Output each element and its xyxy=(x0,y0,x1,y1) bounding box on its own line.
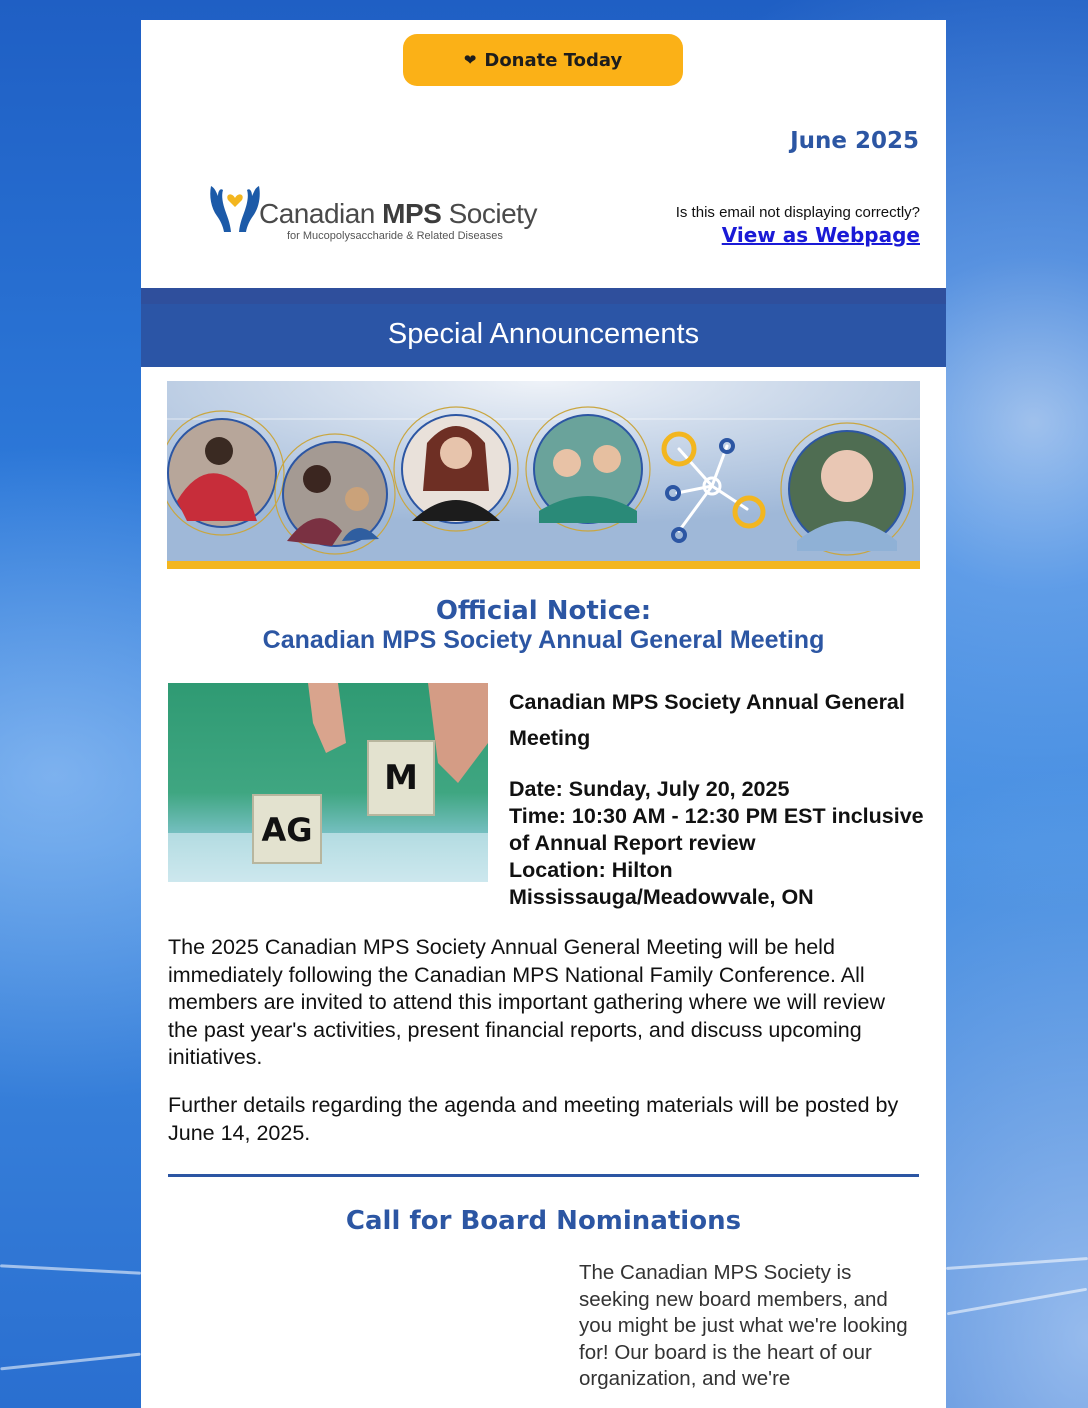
agm-description-paragraph: The 2025 Canadian MPS Society Annual General Meeting will be held immediately following the Canadian MPS National Family Conference. All members are invited to attend this important gathering where we will review the past year's activities, present financial reports, and discuss upcoming initiatives. xyxy=(168,935,885,1069)
email-container xyxy=(141,20,946,1408)
block-letter-m: M xyxy=(384,758,418,798)
block-letters-ag: AG xyxy=(261,811,313,849)
background-light-streak xyxy=(947,1288,1087,1316)
agm-materials-paragraph: Further details regarding the agenda and meeting materials will be posted by June 14, 2025. xyxy=(168,1093,899,1145)
section-banner xyxy=(141,288,946,367)
board-nominations-text: The Canadian MPS Society is seeking new board members, and you might be just what we're looking for! Our board is the heart of our organization, and we're xyxy=(579,1261,908,1390)
meeting-time: Time: 10:30 AM - 12:30 PM EST inclusive of Annual Report review xyxy=(509,804,924,855)
official-notice-heading: Official Notice: xyxy=(435,596,652,626)
agm-letter-blocks-image xyxy=(168,683,488,882)
donate-button-label: Donate Today xyxy=(484,49,623,71)
section-divider xyxy=(168,1174,919,1177)
logo-tagline: for Mucopolysaccharide & Related Diseases xyxy=(287,230,503,242)
meeting-location: Location: Hilton Mississauga/Meadowvale, ON xyxy=(509,858,814,909)
board-nominations-heading: Call for Board Nominations xyxy=(345,1206,742,1236)
canadian-mps-society-logo[interactable] xyxy=(207,178,537,246)
hands-heart-logo-icon xyxy=(207,178,263,238)
background-light-streak xyxy=(946,1257,1088,1270)
issue-date: June 2025 xyxy=(790,128,919,154)
meeting-details xyxy=(509,776,929,911)
heart-icon: ❤ xyxy=(463,51,477,69)
agm-subheading: Canadian MPS Society Annual General Meeting xyxy=(262,626,825,654)
meeting-title: Canadian MPS Society Annual General Meeting xyxy=(509,690,905,750)
hand-holding-block-illustration xyxy=(168,683,488,882)
donate-button[interactable] xyxy=(403,34,683,86)
hero-photo-banner xyxy=(167,381,920,569)
meeting-date: Date: Sunday, July 20, 2025 xyxy=(509,777,790,801)
section-banner-title: Special Announcements xyxy=(387,318,700,350)
display-issue-note: Is this email not displaying correctly? xyxy=(675,204,920,221)
hero-collage-illustration xyxy=(167,381,920,561)
logo-wordmark: Canadian MPS Society xyxy=(259,198,537,229)
background-light-streak xyxy=(0,1353,141,1371)
background-light-streak xyxy=(0,1264,141,1274)
view-as-webpage-link[interactable]: View as Webpage xyxy=(721,223,920,247)
